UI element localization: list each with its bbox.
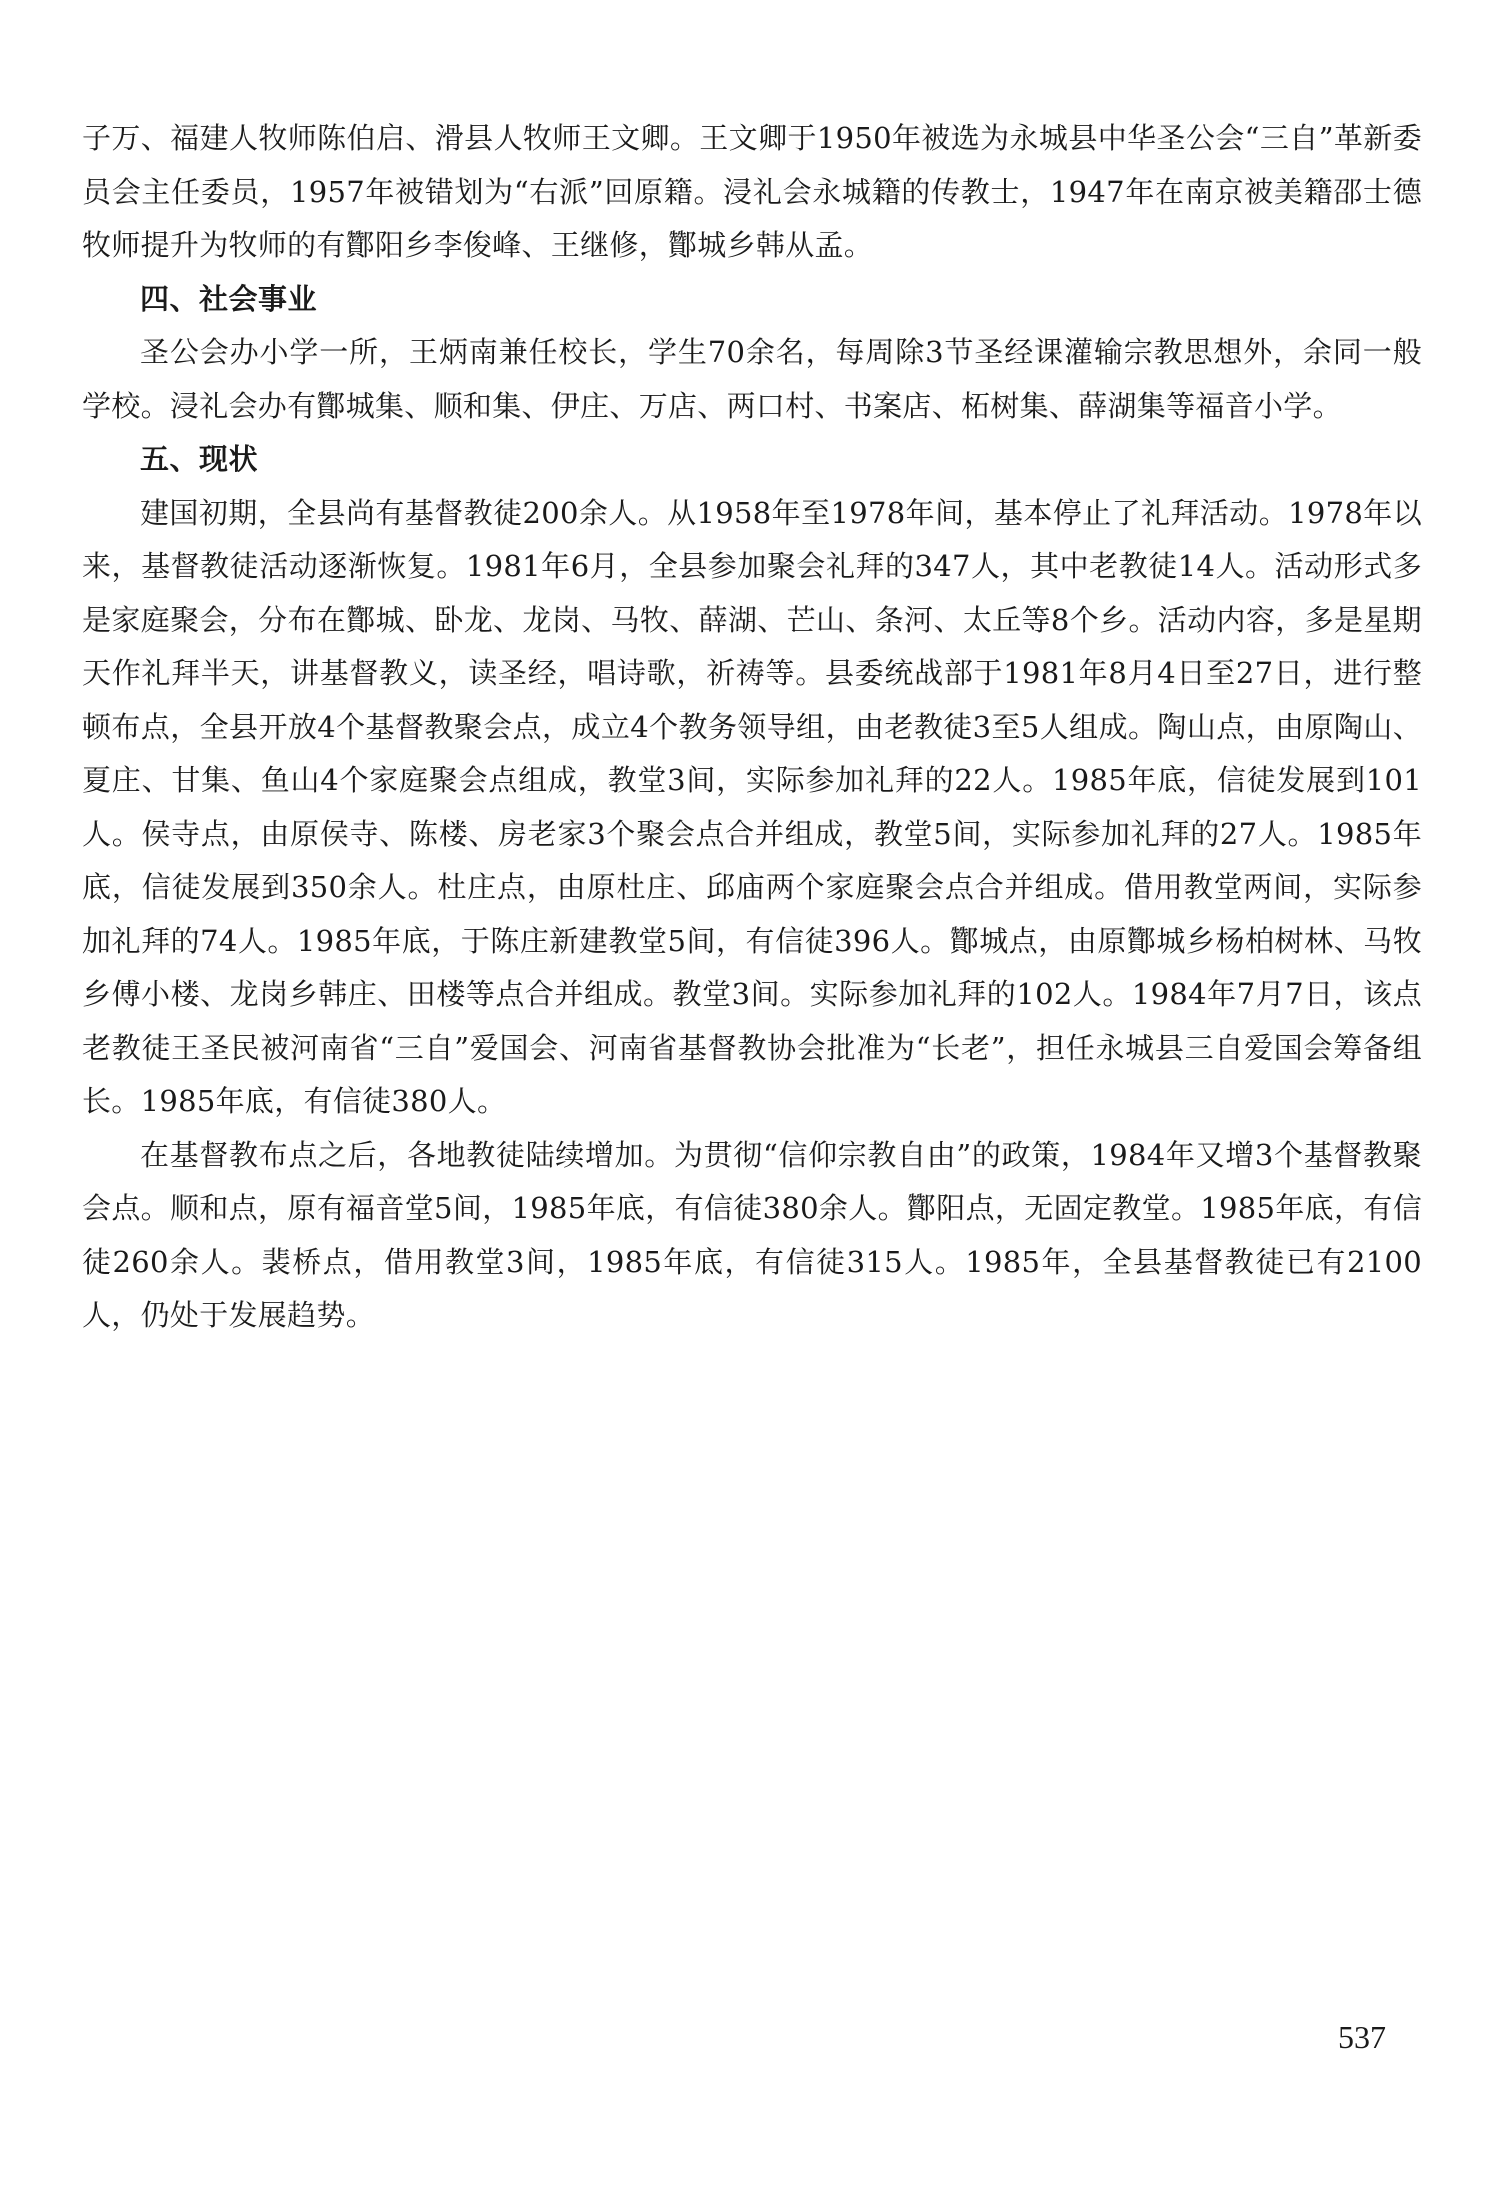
paragraph-clergy: 子万、福建人牧师陈伯启、滑县人牧师王文卿。王文卿于1950年被选为永城县中华圣公会“三自”革新委员会主任委员，1957年被错划为“右派”回原籍。浸礼会永城籍的传教士，1947年在南京被美籍邵士德牧师提升为牧师的有酇阳乡李俊峰、王继修，酇城乡韩从孟。 bbox=[82, 121, 1422, 262]
section-heading-social-affairs: 四、社会事业 bbox=[140, 281, 318, 316]
paragraph-current-status: 建国初期，全县尚有基督教徒200余人。从1958年至1978年间，基本停止了礼拜活动。1978年以来，基督教徒活动逐渐恢复。1981年6月，全县参加聚会礼拜的347人，其中老教徒14人。活动形式多是家庭聚会，分布在酇城、卧龙、龙岗、马牧、薛湖、芒山、条河、太丘等8个乡。活动内容，多是星期天作礼拜半天，讲基督教义，读圣经，唱诗歌，祈祷等。县委统战部于1981年8月4日至27日，进行整顿布点，全县开放4个基督教聚会点，成立4个教务领导组，由老教徒3至5人组成。陶山点，由原陶山、夏庄、甘集、鱼山4个家庭聚会点组成，教堂3间，实际参加礼拜的22人。1985年底，信徒发展到101人。侯寺点，由原侯寺、陈楼、房老家3个聚会点合并组成，教堂5间，实际参加礼拜的27人。1985年底，信徒发展到350余人。杜庄点，由原杜庄、邱庙两个家庭聚会点合并组成。借用教堂两间，实际参加礼拜的74人。1985年底，于陈庄新建教堂5间，有信徒396人。酇城点，由原酇城乡杨柏树林、马牧乡傅小楼、龙岗乡韩庄、田楼等点合并组成。教堂3间。实际参加礼拜的102人。1984年7月7日，该点老教徒王圣民被河南省“三自”爱国会、河南省基督教协会批准为“长老”，担任永城县三自爱国会筹备组长。1985年底，有信徒380人。 bbox=[82, 495, 1422, 1118]
page-number: 537 bbox=[1338, 2019, 1386, 2055]
paragraph-social-affairs: 圣公会办小学一所，王炳南兼任校长，学生70余名，每周除3节圣经课灌输宗教思想外，余同一般学校。浸礼会办有酇城集、顺和集、伊庄、万店、两口村、书案店、柘树集、薛湖集等福音小学。 bbox=[82, 335, 1422, 423]
section-heading-current-status: 五、现状 bbox=[140, 442, 259, 476]
document-page bbox=[82, 112, 1422, 1343]
paragraph-meeting-points: 在基督教布点之后，各地教徒陆续增加。为贯彻“信仰宗教自由”的政策，1984年又增3个基督教聚会点。顺和点，原有福音堂5间，1985年底，有信徒380余人。酇阳点，无固定教堂。1985年底，有信徒260余人。裴桥点，借用教堂3间，1985年底，有信徒315人。1985年，全县基督教徒已有2100人，仍处于发展趋势。 bbox=[82, 1137, 1422, 1332]
